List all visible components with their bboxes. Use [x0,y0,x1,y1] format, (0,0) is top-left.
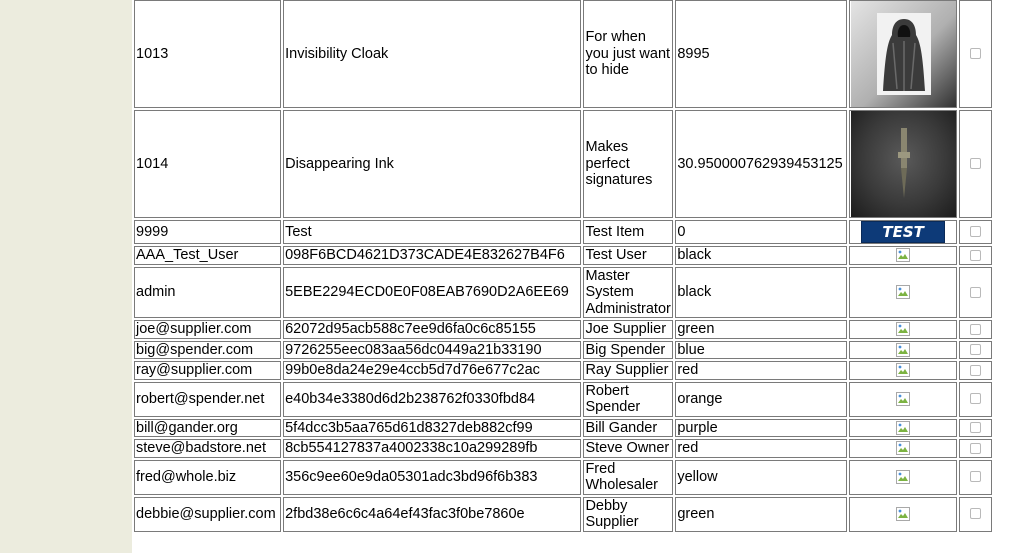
table-row [134,0,992,108]
row-checkbox[interactable] [970,422,981,433]
cell-description: For when you just want to hide [583,0,673,108]
cell-description: Bill Gander [583,419,673,438]
cell-description: Master System Administrator [583,267,673,319]
cell-select [959,497,992,532]
cell-id: debbie@supplier.com [134,497,281,532]
cell-value: green [675,497,847,532]
cell-image [849,0,957,108]
cell-select [959,267,992,319]
ink-pen-icon [889,124,919,204]
cell-image [849,382,957,417]
cell-id: robert@spender.net [134,382,281,417]
cell-id: steve@badstore.net [134,439,281,458]
row-checkbox[interactable] [970,344,981,355]
cell-image [849,246,957,265]
left-sidebar [0,0,132,553]
cell-id: 1014 [134,110,281,218]
cell-name: e40b34e3380d6d2b238762f0330fbd84 [283,382,581,417]
table-row [134,267,992,319]
cell-name: Test [283,220,581,244]
cell-select [959,220,992,244]
cell-value: green [675,320,847,339]
row-checkbox[interactable] [970,48,981,59]
test-logo: TEST [861,221,945,243]
cell-value: black [675,246,847,265]
cloak-photo [851,1,957,107]
row-checkbox[interactable] [970,287,981,298]
cell-select [959,341,992,360]
cell-description: Debby Supplier [583,497,673,532]
cell-description: Joe Supplier [583,320,673,339]
cell-name: 8cb554127837a4002338c10a299289fb [283,439,581,458]
cell-name: Disappearing Ink [283,110,581,218]
cell-name: 5f4dcc3b5aa765d61d8327deb882cf99 [283,419,581,438]
cell-select [959,419,992,438]
cell-description: Big Spender [583,341,673,360]
table-row [134,110,992,218]
cell-description: Makes perfect signatures [583,110,673,218]
cell-select [959,361,992,380]
cell-select [959,110,992,218]
cell-value: 0 [675,220,847,244]
cell-select [959,382,992,417]
table-row [134,361,992,380]
broken-image-icon [896,392,910,406]
row-checkbox[interactable] [970,443,981,454]
cloak-icon [877,13,931,95]
broken-image-icon [896,470,910,484]
cell-id: fred@whole.biz [134,460,281,495]
cell-id: ray@supplier.com [134,361,281,380]
table-row [134,460,992,495]
cell-select [959,0,992,108]
table-row [134,497,992,532]
cell-id: 1013 [134,0,281,108]
cell-value: 30.950000762939453125 [675,110,847,218]
broken-image-icon [896,322,910,336]
cell-image [849,110,957,218]
cell-value: yellow [675,460,847,495]
cell-id: 9999 [134,220,281,244]
cell-description: Fred Wholesaler [583,460,673,495]
table-row [134,419,992,438]
cell-value: blue [675,341,847,360]
cell-description: Steve Owner [583,439,673,458]
cell-image [849,497,957,532]
cell-select [959,460,992,495]
cell-name: 62072d95acb588c7ee9d6fa0c6c85155 [283,320,581,339]
broken-image-icon [896,248,910,262]
cell-name: 5EBE2294ECD0E0F08EAB7690D2A6EE69 [283,267,581,319]
results-table [132,0,994,534]
row-checkbox[interactable] [970,324,981,335]
cell-image [849,460,957,495]
table-row [134,220,992,244]
cell-description: Robert Spender [583,382,673,417]
broken-image-icon [896,363,910,377]
cell-image [849,267,957,319]
broken-image-icon [896,285,910,299]
ink-photo [851,111,957,217]
cell-image [849,419,957,438]
row-checkbox[interactable] [970,393,981,404]
broken-image-icon [896,421,910,435]
cell-image [849,341,957,360]
row-checkbox[interactable] [970,471,981,482]
cell-name: 2fbd38e6c6c4a64ef43fac3f0be7860e [283,497,581,532]
broken-image-icon [896,507,910,521]
cell-description: Ray Supplier [583,361,673,380]
cell-value: red [675,439,847,458]
cell-select [959,246,992,265]
cell-select [959,320,992,339]
cell-name: 098F6BCD4621D373CADE4E832627B4F6 [283,246,581,265]
cell-image [849,220,957,244]
cell-id: joe@supplier.com [134,320,281,339]
table-row [134,341,992,360]
cell-image [849,320,957,339]
cell-id: big@spender.com [134,341,281,360]
table-row [134,246,992,265]
cell-description: Test User [583,246,673,265]
row-checkbox[interactable] [970,226,981,237]
row-checkbox[interactable] [970,365,981,376]
row-checkbox[interactable] [970,158,981,169]
table-row [134,439,992,458]
cell-name: Invisibility Cloak [283,0,581,108]
broken-image-icon [896,441,910,455]
main-content [132,0,1024,553]
cell-value: 8995 [675,0,847,108]
row-checkbox[interactable] [970,508,981,519]
cell-value: purple [675,419,847,438]
cell-select [959,439,992,458]
cell-image [849,361,957,380]
cell-image [849,439,957,458]
cell-id: AAA_Test_User [134,246,281,265]
cell-value: black [675,267,847,319]
cell-id: bill@gander.org [134,419,281,438]
cell-id: admin [134,267,281,319]
cell-name: 9726255eec083aa56dc0449a21b33190 [283,341,581,360]
cell-name: 99b0e8da24e29e4ccb5d7d76e677c2ac [283,361,581,380]
cell-description: Test Item [583,220,673,244]
row-checkbox[interactable] [970,250,981,261]
table-row [134,382,992,417]
cell-value: red [675,361,847,380]
cell-name: 356c9ee60e9da05301adc3bd96f6b383 [283,460,581,495]
table-row [134,320,992,339]
broken-image-icon [896,343,910,357]
cell-value: orange [675,382,847,417]
